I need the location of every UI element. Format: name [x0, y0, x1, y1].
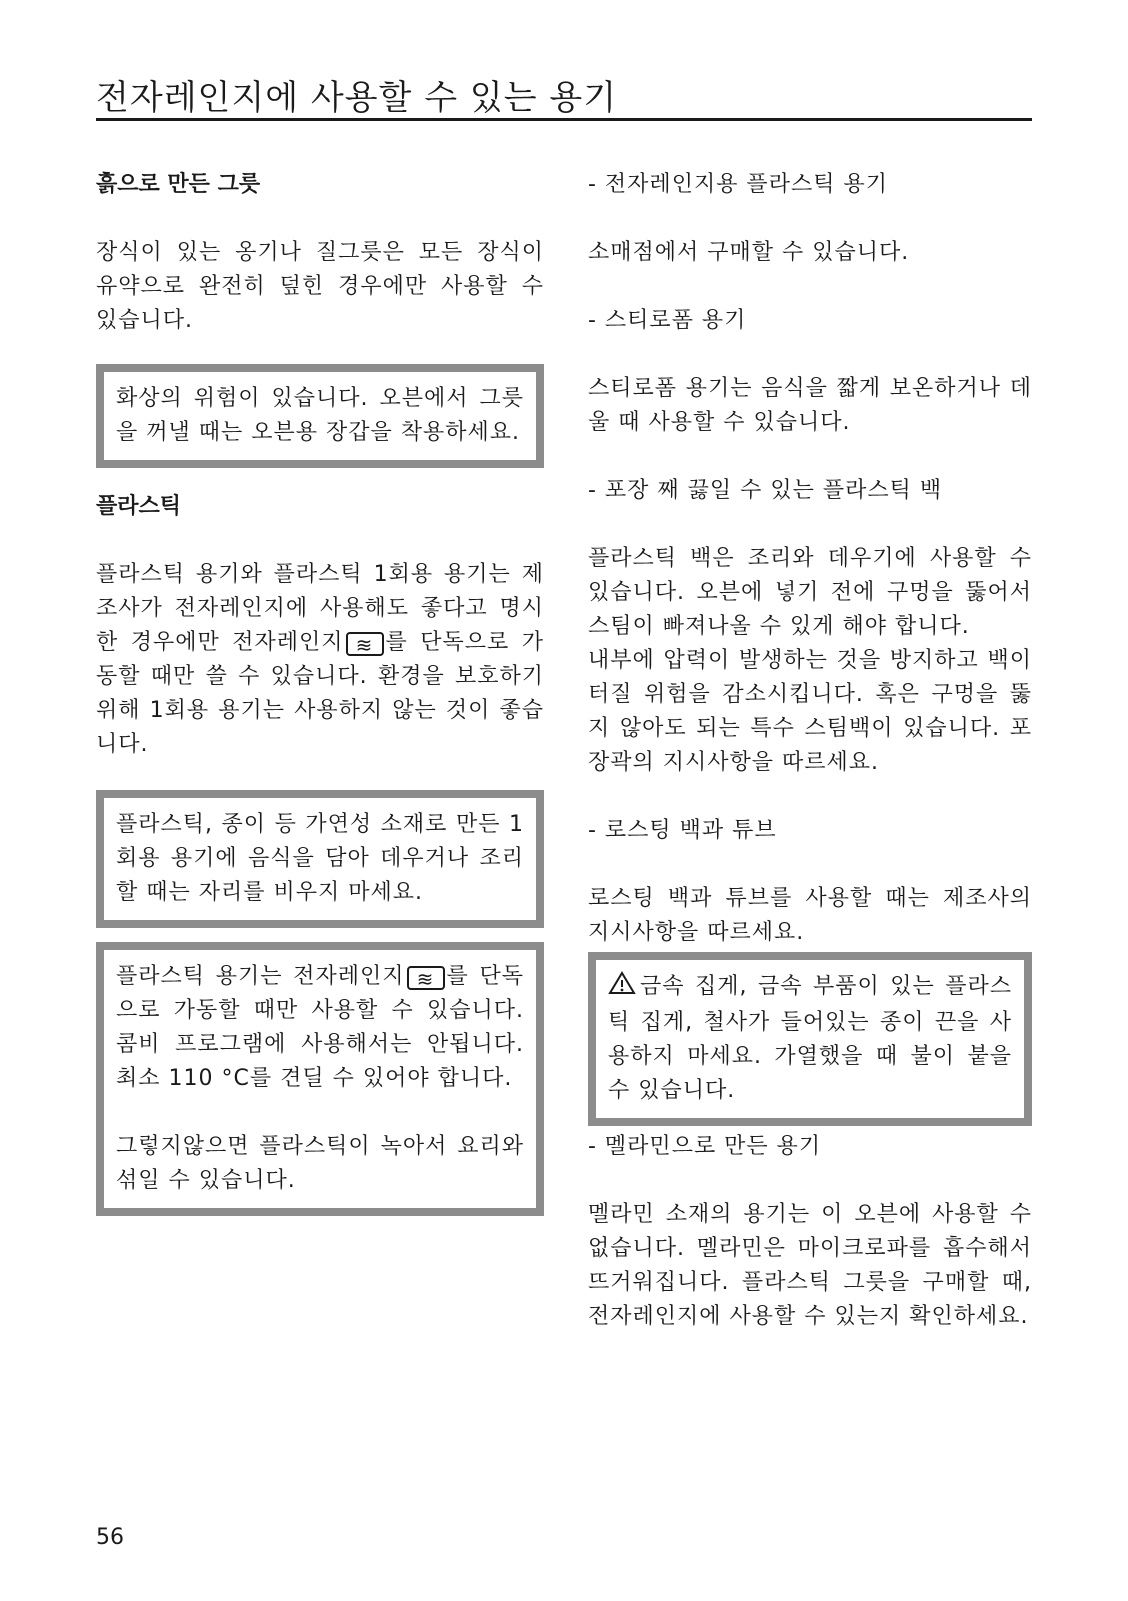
- box3-text-a: 플라스틱 용기는 전자레인지: [116, 964, 405, 989]
- box2-text: 플라스틱, 종이 등 가연성 소재로 만든 1회용 용기에 음식을 담아 데우거나 조리할 때는 자리를 비우지 마세요.: [116, 812, 524, 905]
- text-melamine: 멜라민 소재의 용기는 이 오븐에 사용할 수 없습니다. 멜라민은 마이크로파를 흡수해서 뜨거워집니다. 플라스틱 그릇을 구매할 때, 전자레인지에 사용할 수 있는지 확인하세요.: [588, 1202, 1032, 1329]
- item-roasting-bag: - 로스팅 백과 튜브: [588, 818, 777, 843]
- plastic-warning-box: [96, 942, 544, 1216]
- microwave-icon: ≋: [346, 632, 384, 656]
- warn-box-body: 금속 집게, 금속 부품이 있는 플라스틱 집게, 철사가 들어있는 종이 끈을 사용하지 마세요. 가열했을 때 불이 붙을 수 있습니다.: [608, 974, 1012, 1103]
- plastic-text-a: 플라스틱 용기와 플라스틱 1회용 용기는 제조사가 전자레인지에 사용해도 좋다고 명시한 경우에만 전자레인지: [96, 562, 544, 655]
- clay-box-text: 화상의 위험이 있습니다. 오븐에서 그릇을 꺼낼 때는 오븐용 장갑을 착용하세요.: [116, 386, 524, 445]
- metal-warning-box: [588, 952, 1032, 1126]
- clay-text: 장식이 있는 옹기나 질그릇은 모든 장식이 유약으로 완전히 덮힌 경우에만 사용할 수 있습니다.: [96, 240, 544, 333]
- clay-heading: 흙으로 만든 그릇: [96, 172, 261, 197]
- box3-text-b: 를 단독으로 가동할 때만 사용할 수 있습니다. 콤비 프로그램에 사용해서는 안됩니다. 최소 110 °C를 견딜 수 있어야 합니다.: [116, 964, 525, 1091]
- item-styrofoam: - 스티로폼 용기: [588, 308, 747, 333]
- text-roasting-bag: 로스팅 백과 튜브를 사용할 때는 제조사의 지시사항을 따르세요.: [588, 886, 1032, 945]
- left-column: [96, 168, 544, 1216]
- item-melamine: - 멜라민으로 만든 용기: [588, 1134, 822, 1159]
- page-number: 56: [96, 1525, 124, 1550]
- text-boil-bag-a: 플라스틱 백은 조리와 데우기에 사용할 수 있습니다. 오븐에 넣기 전에 구멍을 뚫어서 스팀이 빠져나올 수 있게 해야 합니다.: [588, 546, 1032, 639]
- title-rule: [96, 118, 1032, 121]
- plastic-text: [96, 558, 544, 762]
- text-microwave-plastic: 소매점에서 구매할 수 있습니다.: [588, 240, 910, 265]
- text-boil-bag-b: 내부에 압력이 발생하는 것을 방지하고 백이 터질 위험을 감소시킵니다. 혹은 구멍을 뚫지 않아도 되는 특수 스팀백이 있습니다. 포장곽의 지시사항을 따르세요.: [588, 648, 1032, 775]
- flammable-warning-box: [96, 790, 544, 928]
- box3-text-c: 그렇지않으면 플라스틱이 녹아서 요리와 섞일 수 있습니다.: [116, 1134, 524, 1193]
- text-styrofoam: 스티로폼 용기는 음식을 짧게 보온하거나 데울 때 사용할 수 있습니다.: [588, 376, 1032, 435]
- plastic-text-b: 를 단독으로 가동할 때만 쓸 수 있습니다. 환경을 보호하기 위해 1회용 용기는 사용하지 않는 것이 좋습니다.: [96, 630, 544, 757]
- microwave-icon: ≋: [407, 966, 445, 990]
- clay-warning-box: [96, 364, 544, 468]
- warning-triangle-icon: [608, 971, 636, 1006]
- plastic-heading: 플라스틱: [96, 494, 182, 519]
- item-microwave-plastic: - 전자레인지용 플라스틱 용기: [588, 172, 888, 197]
- right-column: [588, 168, 1032, 1334]
- item-boil-bag: - 포장 째 끓일 수 있는 플라스틱 백: [588, 478, 943, 503]
- page-title: 전자레인지에 사용할 수 있는 용기: [96, 78, 618, 118]
- box3-text: [116, 960, 524, 1096]
- warn-box-text: [608, 970, 1012, 1108]
